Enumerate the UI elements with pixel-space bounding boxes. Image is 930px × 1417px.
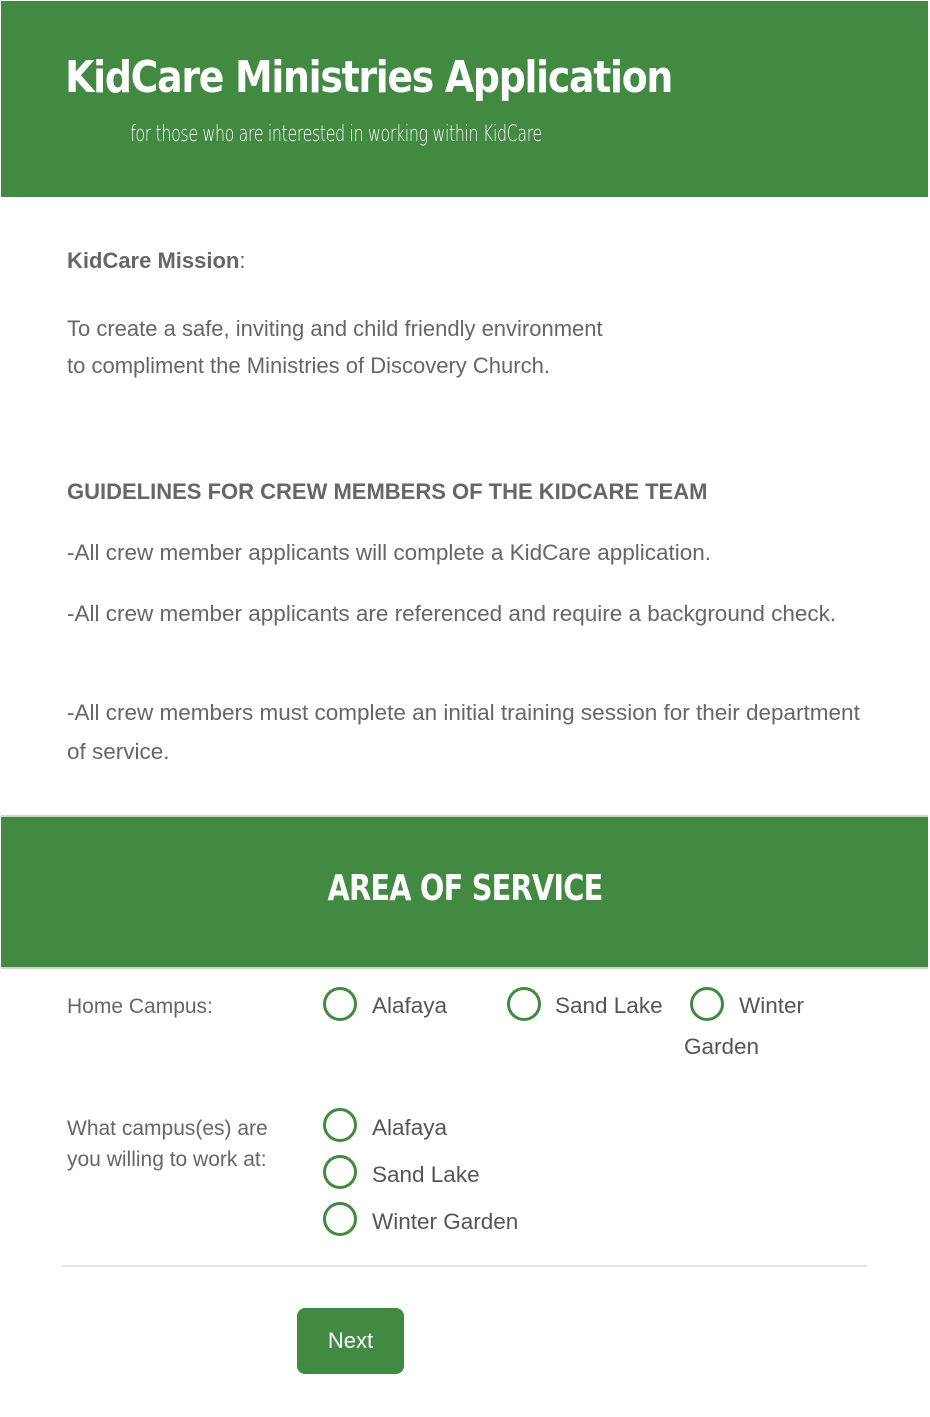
willing-campus-label-line: What campus(es) are (67, 1117, 268, 1140)
willing-campus-option-label[interactable]: Winter Garden (372, 1209, 519, 1234)
willing-campus-label (67, 1113, 268, 1175)
willing-campus-label-line: you willing to work at: (67, 1148, 267, 1171)
home-campus-radio-winter-garden[interactable] (690, 987, 724, 1021)
willing-campus-option-label[interactable]: Alafaya (372, 1115, 448, 1140)
page-subtitle: for those who are interested in working within KidCare (130, 122, 542, 147)
guideline-item: -All crew members must complete an initial training session for their department of service. (67, 700, 860, 764)
section-title: AREA OF SERVICE (327, 868, 603, 909)
mission-label-colon: : (239, 248, 246, 273)
home-campus-radio-alafaya[interactable] (323, 987, 357, 1021)
mission-line: to compliment the Ministries of Discovery Church. (67, 353, 550, 378)
home-campus-radio-sand-lake[interactable] (507, 987, 541, 1021)
mission-text (67, 310, 603, 384)
form-divider (62, 1265, 867, 1267)
mission-line: To create a safe, inviting and child friendly environment (67, 316, 603, 341)
guideline-item: -All crew member applicants are referenced and require a background check. (67, 601, 837, 626)
home-campus-option-label-wrap[interactable]: Garden (684, 1034, 760, 1059)
home-campus-option-label[interactable]: Alafaya (372, 993, 448, 1018)
home-campus-option-label[interactable]: Sand Lake (555, 993, 663, 1018)
home-campus-label: Home Campus: (67, 995, 213, 1018)
home-campus-option-label[interactable]: Winter (739, 993, 805, 1018)
willing-campus-option-label[interactable]: Sand Lake (372, 1162, 480, 1187)
willing-campus-radio-winter-garden[interactable] (323, 1202, 357, 1236)
willing-campus-radio-sand-lake[interactable] (323, 1155, 357, 1189)
mission-heading (67, 248, 246, 274)
next-button[interactable]: Next (297, 1308, 404, 1374)
guidelines-title: GUIDELINES FOR CREW MEMBERS OF THE KIDCARE TEAM (67, 479, 708, 504)
guideline-item: -All crew member applicants will complete a KidCare application. (67, 540, 712, 565)
section-divider (1, 967, 928, 969)
willing-campus-radio-alafaya[interactable] (323, 1108, 357, 1142)
page-title: KidCare Ministries Application (65, 52, 673, 103)
mission-label: KidCare Mission (67, 248, 240, 273)
